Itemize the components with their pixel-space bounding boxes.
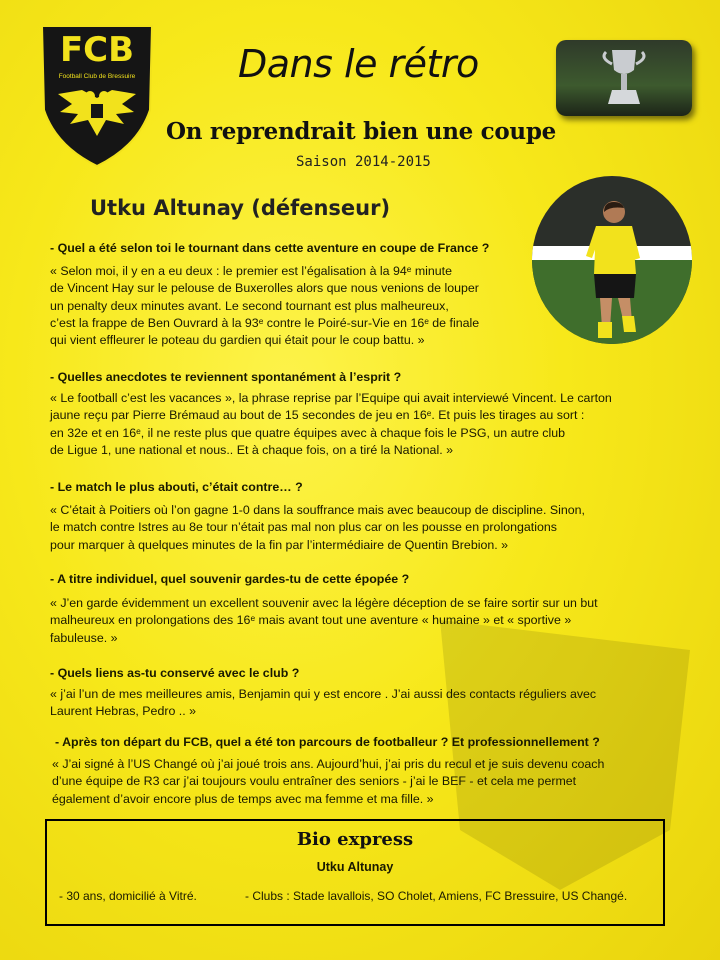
answer-2-line: de Ligue 1, une national et nous.. Et à chaque fois, on a tiré la National. » — [50, 442, 453, 457]
logo-subtext: Football Club de Bressuire — [58, 73, 136, 80]
question-2: - Quelles anecdotes te reviennent spontanément à l’esprit ? — [50, 370, 402, 384]
answer-1-line: un penalty deux minutes avant. Le second tournant est plus malheureux, — [50, 298, 449, 313]
answer-3 — [50, 502, 585, 554]
answer-3-line: « C’était à Poitiers où l’on gagne 1-0 dans la souffrance mais avec beaucoup de discipline. Sinon, — [50, 503, 585, 517]
answer-1 — [50, 263, 479, 349]
answer-2-line: en 32e et en 16ᵉ, il ne reste plus que quatre équipes avec à chaque fois le PSG, un autre club — [50, 425, 566, 440]
bio-clubs: - Clubs : Stade lavallois, SO Cholet, Amiens, FC Bressuire, US Changé. — [245, 889, 628, 903]
fcb-logo — [38, 20, 156, 170]
answer-1-line: qui vient effleurer le poteau du gardien qui était pour le coup battu. » — [50, 333, 425, 348]
question-4: - A titre individuel, quel souvenir gardes-tu de cette épopée ? — [50, 572, 410, 586]
answer-5-line: « j’ai l’un de mes meilleures amis, Benjamin qui y est encore . J’ai aussi des contacts réguliers avec — [50, 687, 597, 701]
answer-3-line: le match contre Istres au 8e tour n’était pas mal non plus car on les pousse en prolongations — [50, 520, 557, 535]
answer-2-line: « Le football c’est les vacances », la phrase reprise par l’Equipe qui avait interviewé Vincent. Le carton — [50, 391, 612, 405]
answer-6 — [52, 756, 604, 808]
answer-1-line: « Selon moi, il y en a eu deux : le premier est l’égalisation à la 94ᵉ minute — [50, 264, 453, 278]
answer-6-line: d’une équipe de R3 car j’ai toujours voulu entraîner des seniors - j’ai le BEF - et cela me permet — [52, 774, 577, 789]
bio-title: Bio express — [296, 829, 414, 850]
question-1: - Quel a été selon toi le tournant dans cette aventure en coupe de France ? — [50, 241, 490, 255]
player-photo — [532, 176, 692, 344]
page-title: Dans le rétro — [238, 42, 479, 86]
answer-5-line: Laurent Hebras, Pedro .. » — [50, 704, 197, 719]
answer-6-line: « J’ai signé à l’US Changé où j’ai joué trois ans. Aujourd’hui, j’ai pris du recul et je suis devenu coach — [52, 757, 605, 771]
logo-text: FCB — [59, 30, 135, 70]
answer-2 — [50, 390, 612, 459]
question-3: - Le match le plus abouti, c’était contre… ? — [50, 480, 303, 494]
season-label: Saison 2014-2015 — [296, 154, 431, 170]
answer-3-line: pour marquer à quelques minutes de la fin par l’intermédiaire de Quentin Brebion. » — [50, 537, 509, 552]
answer-6-line: également d’avoir encore plus de temps avec ma femme et ma fille. » — [52, 791, 434, 806]
question-5: - Quels liens as-tu conservé avec le club ? — [50, 666, 300, 680]
bio-age-residence: - 30 ans, domicilié à Vitré. — [59, 889, 197, 903]
player-name: Utku Altunay (défenseur) — [90, 196, 391, 220]
page-subtitle: On reprendrait bien une coupe — [166, 118, 556, 145]
answer-2-line: jaune reçu par Pierre Brémaud au bout de 15 secondes de jeu en 16ᵉ. Et puis les tirages au sort : — [50, 408, 585, 423]
question-6: - Après ton départ du FCB, quel a été ton parcours de footballeur ? Et professionnellement ? — [55, 735, 600, 749]
answer-4-line: fabuleuse. » — [50, 630, 118, 645]
answer-1-line: c’est la frappe de Ben Ouvrard à la 93ᵉ contre le Poiré-sur-Vie en 16ᵉ de finale — [50, 315, 480, 330]
bio-express-box — [45, 819, 665, 926]
answer-5 — [50, 686, 596, 721]
answer-4-line: « J’en garde évidemment un excellent souvenir avec la légère déception de se faire sortir sur un but — [50, 596, 598, 610]
answer-4 — [50, 595, 598, 647]
trophy-photo — [556, 40, 692, 116]
bio-name: Utku Altunay — [316, 860, 394, 874]
answer-4-line: malheureux en prolongations des 16ᵉ mais avant tout une aventure « humaine » et « sportive » — [50, 613, 572, 628]
answer-1-line: de Vincent Hay sur le pelouse de Buxerolles alors que nous venions de louper — [50, 281, 479, 296]
